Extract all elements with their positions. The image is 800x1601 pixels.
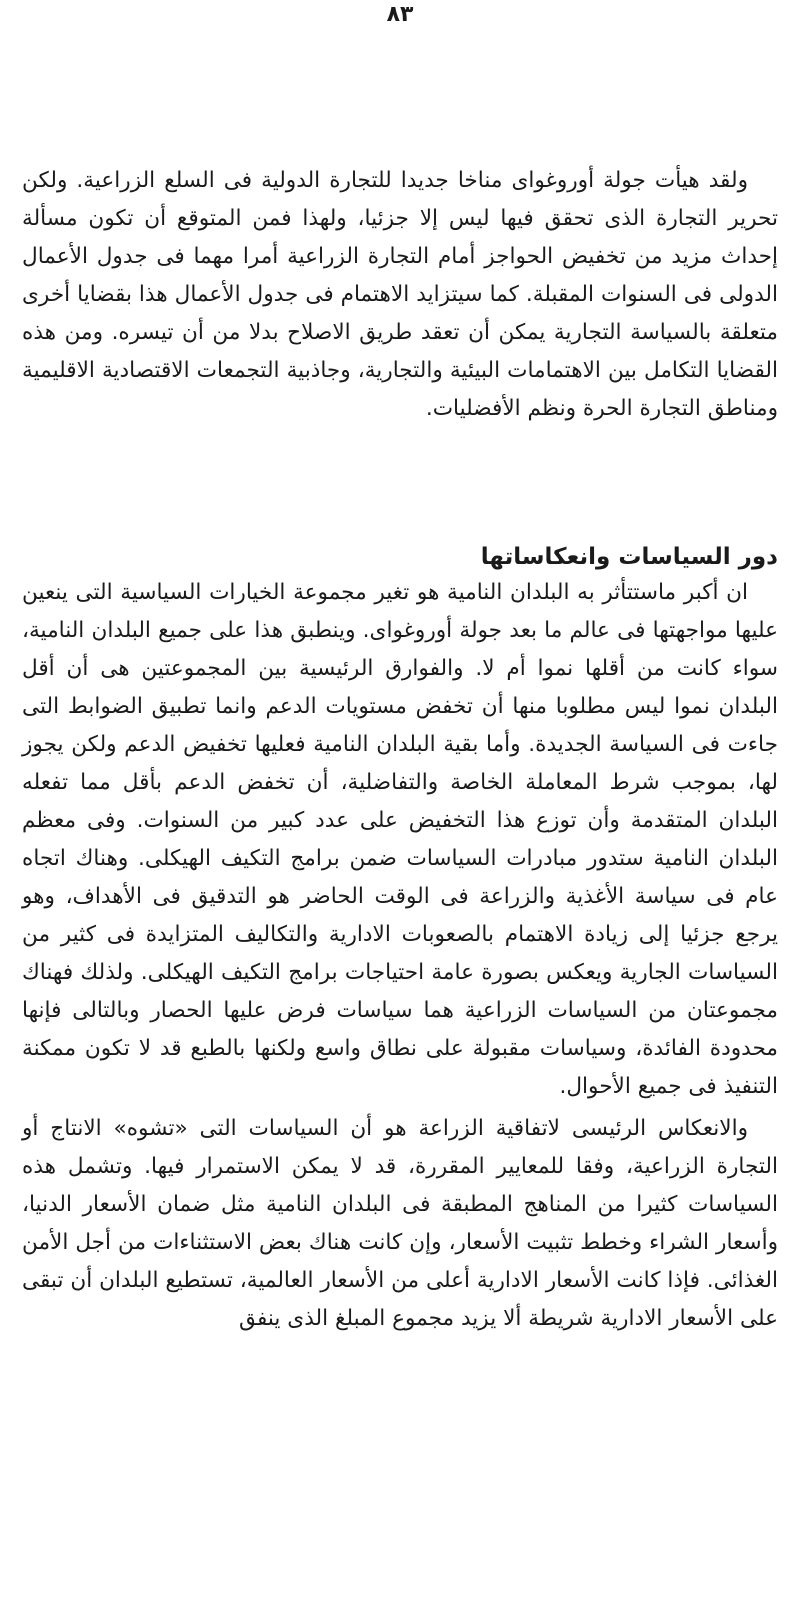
- section-heading: دور السياسات وانعكاساتها: [480, 544, 778, 570]
- body-paragraph-2: والانعكاس الرئيسى لاتفاقية الزراعة هو أن السياسات التى «تشوه» الانتاج أو التجارة الزراعية، وفقا للمعايير المقررة، قد لا يمكن الاستمرار فيها. وتشمل هذه السياسات كثيرا من المناهج المطبقة فى البلدان النامية مثل ضمان الأسعار الدنيا، وأسعار الشراء وخطط تثبيت الأسعار، وإن كانت هناك بعض الاستثناءات من أجل الأمن الغذائى. فإذا كانت الأسعار الادارية أعلى من الأسعار العالمية، تستطيع البلدان أن تبقى على الأسعار الادارية شريطة ألا يزيد مجموع المبلغ الذى ينفق: [22, 1116, 778, 1331]
- body-paragraph-1: ان أكبر ماستتأثر به البلدان النامية هو تغير مجموعة الخيارات السياسية التى ينعين عليها مواجهتها فى عالم ما بعد جولة أوروغواى. وينطبق هذا على جميع البلدان النامية، سواء كانت من أقلها نموا أم لا. والفوارق الرئيسية بين المجموعتين هى أن أقل البلدان نموا ليس مطلوبا منها أن تخفض مستويات الدعم وانما تطبيق الضوابط التى جاءت فى السياسة الجديدة. وأما بقية البلدان النامية فعليها تخفيض الدعم ولكن يجوز لها، بموجب شرط المعاملة الخاصة والتفاضلية، أن تخفض الدعم بأقل مما تفعله البلدان المتقدمة وأن توزع هذا التخفيض على عدد كبير من السنوات. وفى معظم البلدان النامية ستدور مبادرات السياسات ضمن برامج التكيف الهيكلى. وهناك اتجاه عام فى سياسة الأغذية والزراعة فى الوقت الحاضر هو التدقيق فى الأهداف، وهو يرجع جزئيا إلى زيادة الاهتمام بالصعوبات الادارية والتكاليف المتزايدة فى كثير من السياسات الجارية ويعكس بصورة عامة احتياجات برامج التكيف الهيكلى. ولذلك فهناك مجموعتان من السياسات الزراعية هما سياسات فرض عليها الحصار وبالتالى فإنها محدودة الفائدة، وسياسات مقبولة على نطاق واسع ولكنها بالطبع قد لا تكون ممكنة التنفيذ فى جميع الأحوال.: [22, 580, 778, 1099]
- page-number: ٨٣: [386, 2, 414, 27]
- intro-paragraph: ولقد هيأت جولة أوروغواى مناخا جديدا للتجارة الدولية فى السلع الزراعية. ولكن تحرير التجارة الذى تحقق فيها ليس إلا جزئيا، ولهذا فمن المتوقع أن تكون مسألة إحداث مزيد من تخفيض الحواجز أمام التجارة الزراعية أمرا مهما فى جدول الأعمال الدولى فى السنوات المقبلة. كما سيتزايد الاهتمام فى جدول الأعمال هذا بقضايا أخرى متعلقة بالسياسة التجارية يمكن أن تعقد طريق الاصلاح بدلا من أن تيسره. ومن هذه القضايا التكامل بين الاهتمامات البيئية والتجارية، وجاذبية التجمعات الاقتصادية الاقليمية ومناطق التجارة الحرة ونظم الأفضليات.: [22, 168, 778, 421]
- intro-section: [22, 162, 778, 428]
- section-body: [22, 574, 778, 1338]
